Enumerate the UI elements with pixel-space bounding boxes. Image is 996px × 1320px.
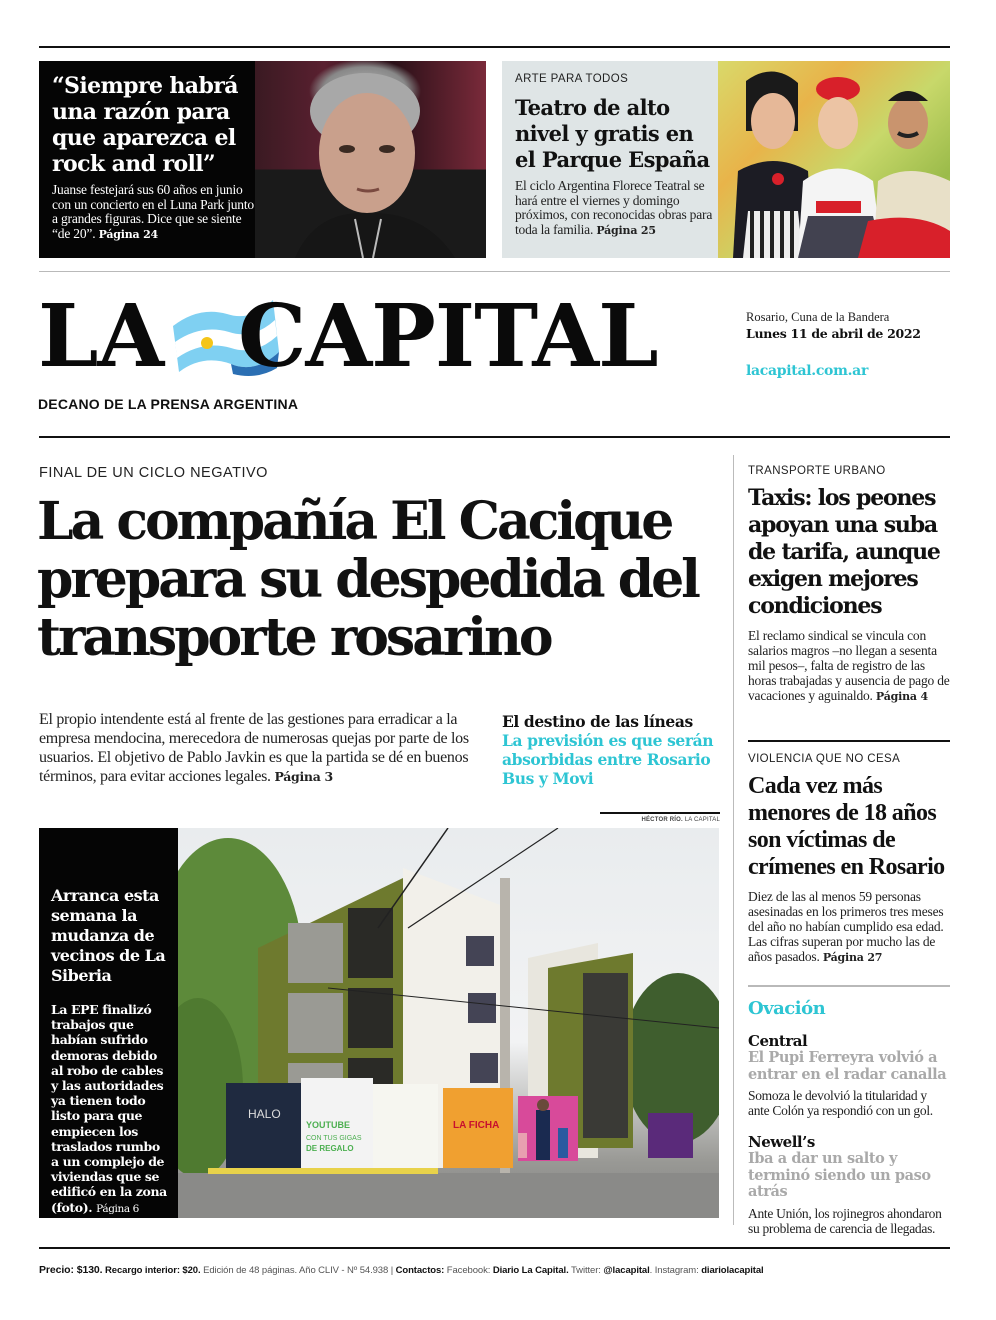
ovacion-title[interactable]: Ovación: [748, 998, 826, 1019]
portrait-illustration: [255, 61, 486, 258]
footer-contacts-label: Contactos:: [395, 1265, 445, 1276]
teasers-bottom-rule: [39, 271, 950, 272]
dateline-date: Lunes 11 de abril de 2022: [746, 326, 921, 341]
masthead-tagline: DECANO DE LA PRENSA ARGENTINA: [38, 396, 299, 412]
teaser-teatro[interactable]: [502, 61, 950, 258]
ovacion-headline: El Pupi Ferreyra volvió a entrar en el radar canalla: [748, 1049, 947, 1083]
photo-top-rule: [600, 812, 720, 814]
footer-separator: |: [390, 1265, 394, 1276]
lead-body: El propio intendente está al frente de las gestiones para erradicar a la empresa mendocina, merecedora de numerosas quejas por parte de los usuarios. El objetivo de Pablo Javkin es que la partida se dé en buenos términos, para evitar acciones legales. Página 3: [39, 711, 469, 785]
logo-capital: CAPITAL: [238, 286, 658, 387]
teaser-juanse-headline: “Siempre habrá una razón para que aparezca el rock and roll”: [52, 73, 238, 177]
footer-surcharge: Recargo interior: $20.: [105, 1265, 201, 1276]
right-col-rule-2: [748, 985, 950, 987]
footer-edition: Edición de 48 páginas. Año CLIV - Nº 54.938: [203, 1265, 389, 1276]
logo-la: LA: [38, 286, 164, 387]
lead-sidebar-text: La previsión es que serán absorbidas entre Rosario Bus y Movi: [502, 731, 714, 788]
svg-text:HALO: HALO: [248, 1107, 281, 1121]
ovacion-club: Newell’s: [748, 1133, 815, 1151]
teaser-juanse[interactable]: [39, 61, 486, 258]
violencia-body: Diez de las al menos 59 personas asesinadas en los primeros tres meses del año no habían cumplido esa edad. Las cifras superan por mucho las de años pasados. Página 27: [748, 889, 944, 964]
ovacion-body: Somoza le devolvió la titularidad y ante Colón ya respondió con un gol.: [748, 1088, 933, 1118]
page-ref: Página 25: [596, 223, 656, 237]
taxis-body: El reclamo sindical se vincula con salarios magros –no llegan a sesenta mil pesos–, falta de registro de las horas trabajadas y ausencia de pago de vacaciones y aguinaldo. Página 4: [748, 628, 950, 703]
teaser-teatro-kicker: ARTE PARA TODOS: [515, 73, 629, 85]
siberia-body: La EPE finalizó trabajos que habían sufrido demoras debido al robo de cables y las autoridades ya tienen todo listo para que empiecen los traslados rumbo a un complejo de viviendas que se edificó en la zona (foto). Página 6: [51, 1002, 167, 1215]
teaser-juanse-text: [52, 73, 257, 242]
violencia-headline: Cada vez más menores de 18 años son víctimas de crímenes en Rosario: [748, 773, 945, 880]
teaser-juanse-body: Juanse festejará sus 60 años en junio con un concierto en el Luna Park junto a grandes figuras. Dice que se siente “de 20”. Página 24: [52, 182, 254, 241]
performers-illustration: [718, 61, 950, 258]
siberia-housing-photo: [178, 828, 719, 1218]
ovacion-item[interactable]: [748, 1033, 950, 1118]
footer-rule: [39, 1247, 950, 1249]
ovacion-section: [748, 998, 950, 1236]
lead-sidebar[interactable]: [502, 712, 722, 788]
page-ref: Página 24: [98, 227, 159, 241]
footer-info: Precio: $130. Recargo interior: $20. Edición de 48 páginas. Año CLIV - Nº 54.938 | Contactos: Facebook: Diario La Capital. Twitter: @lacapital. Instagram: diariolacapital: [39, 1264, 764, 1276]
footer-twitter-link[interactable]: @lacapital: [603, 1265, 650, 1276]
footer-instagram-link[interactable]: diariolacapital: [701, 1265, 764, 1276]
photo-credit: HÉCTOR RÍO. LA CAPITAL: [641, 817, 720, 823]
top-rule: [39, 46, 950, 48]
footer-facebook-link[interactable]: Diario La Capital.: [492, 1265, 569, 1276]
juanse-photo: [255, 61, 486, 258]
svg-text:DE REGALO: DE REGALO: [306, 1144, 354, 1153]
lead-headline[interactable]: La compañía El Cacique prepara su despedida del transporte rosarino: [37, 491, 698, 668]
masthead-bottom-rule: [39, 436, 950, 438]
story-taxis[interactable]: [748, 465, 950, 704]
page-ref: Página 4: [875, 690, 928, 703]
dateline-city: Rosario, Cuna de la Bandera: [746, 310, 890, 324]
ovacion-club: Central: [748, 1032, 808, 1050]
taxis-kicker: TRANSPORTE URBANO: [748, 465, 886, 477]
page-ref: Página 6: [96, 1202, 139, 1215]
lead-sidebar-title: El destino de las líneas: [502, 712, 693, 731]
taxis-headline: Taxis: los peones apoyan una suba de tarifa, aunque exigen mejores condiciones: [748, 485, 940, 619]
story-violencia[interactable]: [748, 753, 950, 965]
dateline: [746, 310, 921, 379]
page-ref: Página 27: [822, 951, 883, 964]
column-divider: [733, 455, 734, 1225]
website-link[interactable]: lacapital.com.ar: [746, 363, 869, 379]
footer-facebook-label: Facebook:: [446, 1265, 491, 1276]
ovacion-item[interactable]: [748, 1134, 950, 1236]
page-ref: Página 3: [274, 769, 333, 784]
teaser-teatro-text: [515, 73, 715, 238]
svg-text:CON TUS GIGAS: CON TUS GIGAS: [306, 1135, 362, 1142]
siberia-story[interactable]: [39, 828, 178, 1218]
teatro-photo: [718, 61, 950, 258]
billboard-halo: [226, 1083, 301, 1168]
building-illustration: [178, 828, 719, 1218]
teaser-teatro-body: El ciclo Argentina Florece Teatral se hará entre el viernes y domingo próximos, con reconocidas obras para toda la familia. Página 25: [515, 178, 713, 237]
siberia-headline: Arranca esta semana la mudanza de vecinos de La Siberia: [51, 886, 166, 985]
violencia-kicker: VIOLENCIA QUE NO CESA: [748, 753, 901, 765]
ovacion-body: Ante Unión, los rojinegros ahondaron su problema de carencia de llegadas.: [748, 1205, 942, 1236]
right-col-rule-1: [748, 740, 950, 742]
svg-text:LA FICHA: LA FICHA: [453, 1120, 500, 1131]
footer-instagram-label: Instagram:: [654, 1265, 699, 1276]
footer-price: Precio: $130.: [39, 1264, 103, 1276]
ovacion-headline: Iba a dar un salto y terminó siendo un paso atrás: [748, 1150, 931, 1200]
svg-text:YOUTUBE: YOUTUBE: [306, 1120, 351, 1130]
teaser-teatro-headline: Teatro de alto nivel y gratis en el Parque España: [515, 95, 710, 172]
lead-kicker: FINAL DE UN CICLO NEGATIVO: [39, 465, 268, 481]
footer-twitter-label: Twitter:: [571, 1265, 601, 1276]
